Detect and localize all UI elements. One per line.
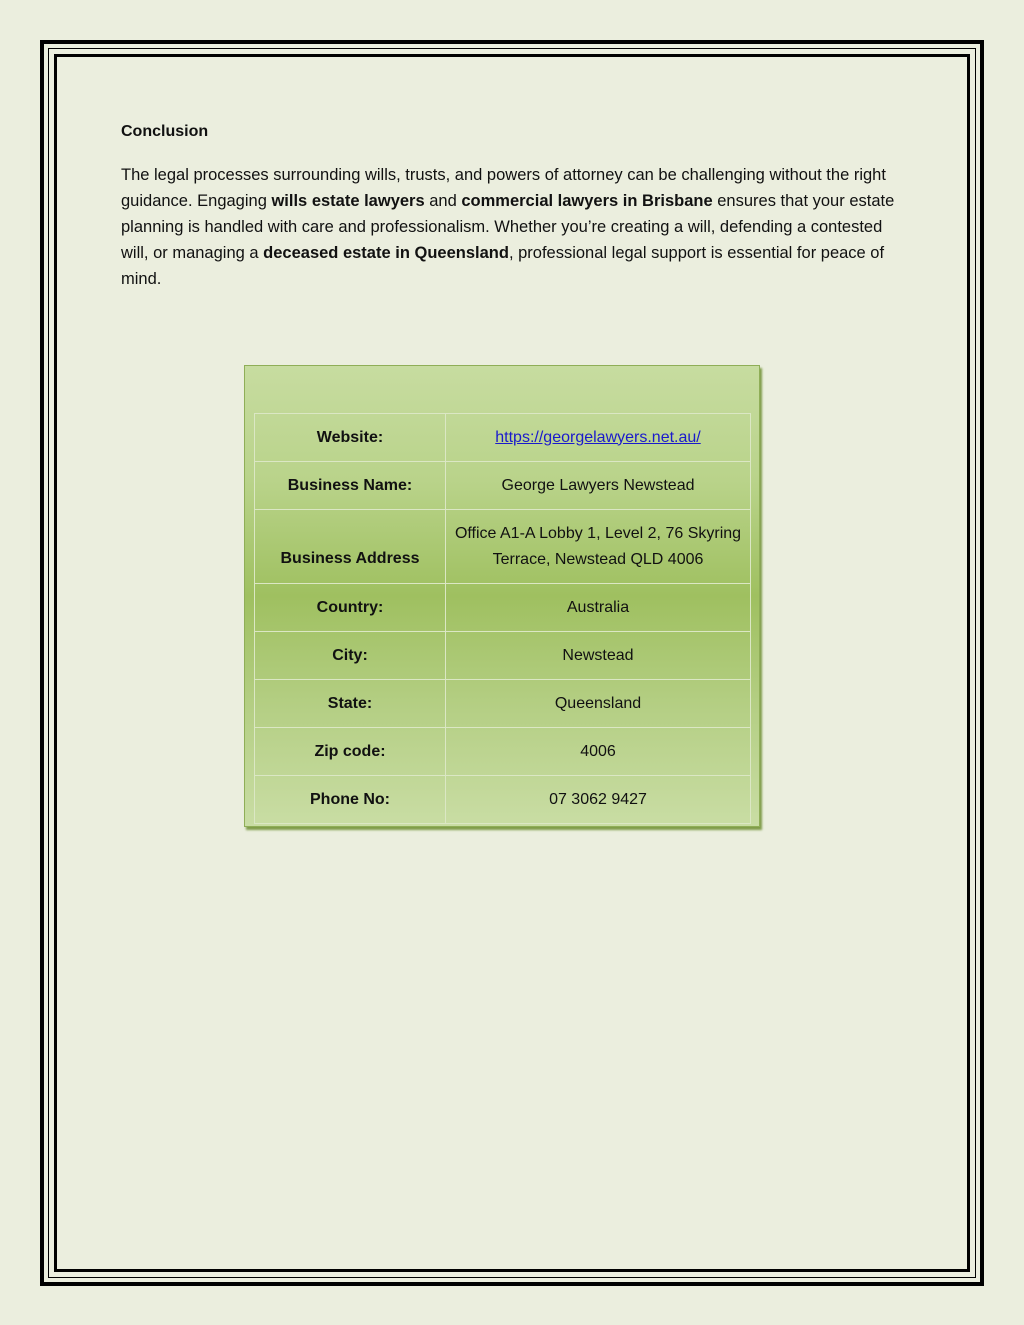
state-value: Queensland [446, 680, 751, 728]
website-cell [446, 414, 751, 462]
table-row [255, 680, 751, 728]
phone-value: 07 3062 9427 [446, 776, 751, 824]
conclusion-text-3: ensures that your estate planning is handled with care and professionalism. Whether you’re creating a will, defending a contested will, or managing a [121, 192, 895, 262]
business-address-value: Office A1-A Lobby 1, Level 2, 76 Skyring Terrace, Newstead QLD 4006 [446, 510, 751, 584]
conclusion-section [121, 120, 906, 292]
country-label: Country: [255, 584, 446, 632]
zip-code-label: Zip code: [255, 728, 446, 776]
business-info-table [254, 413, 751, 824]
table-row [255, 462, 751, 510]
table-row [255, 776, 751, 824]
table-row [255, 510, 751, 584]
deceased-estate-text: deceased estate in Queensland [263, 244, 509, 262]
zip-code-value: 4006 [446, 728, 751, 776]
table-row [255, 728, 751, 776]
conclusion-text-1: The legal processes surrounding wills, trusts, and powers of attorney can be challenging without the right guidance. Engaging [121, 166, 886, 210]
commercial-lawyers-text: commercial lawyers in Brisbane [461, 192, 713, 210]
business-name-label: Business Name: [255, 462, 446, 510]
conclusion-heading: Conclusion [121, 123, 209, 140]
table-row [255, 584, 751, 632]
website-link[interactable]: https://georgelawyers.net.au/ [495, 428, 701, 446]
city-value: Newstead [446, 632, 751, 680]
website-label: Website: [255, 414, 446, 462]
table-row [255, 632, 751, 680]
conclusion-text-2: and [424, 192, 462, 210]
table-row [255, 414, 751, 462]
wills-estate-lawyers-text: wills estate lawyers [271, 192, 425, 210]
conclusion-paragraph [121, 162, 906, 292]
state-label: State: [255, 680, 446, 728]
business-info-box [244, 365, 760, 827]
country-value: Australia [446, 584, 751, 632]
business-address-label: Business Address [255, 510, 446, 584]
phone-label: Phone No: [255, 776, 446, 824]
conclusion-text-4: , professional legal support is essential for peace of mind. [121, 244, 885, 288]
city-label: City: [255, 632, 446, 680]
business-name-value: George Lawyers Newstead [446, 462, 751, 510]
